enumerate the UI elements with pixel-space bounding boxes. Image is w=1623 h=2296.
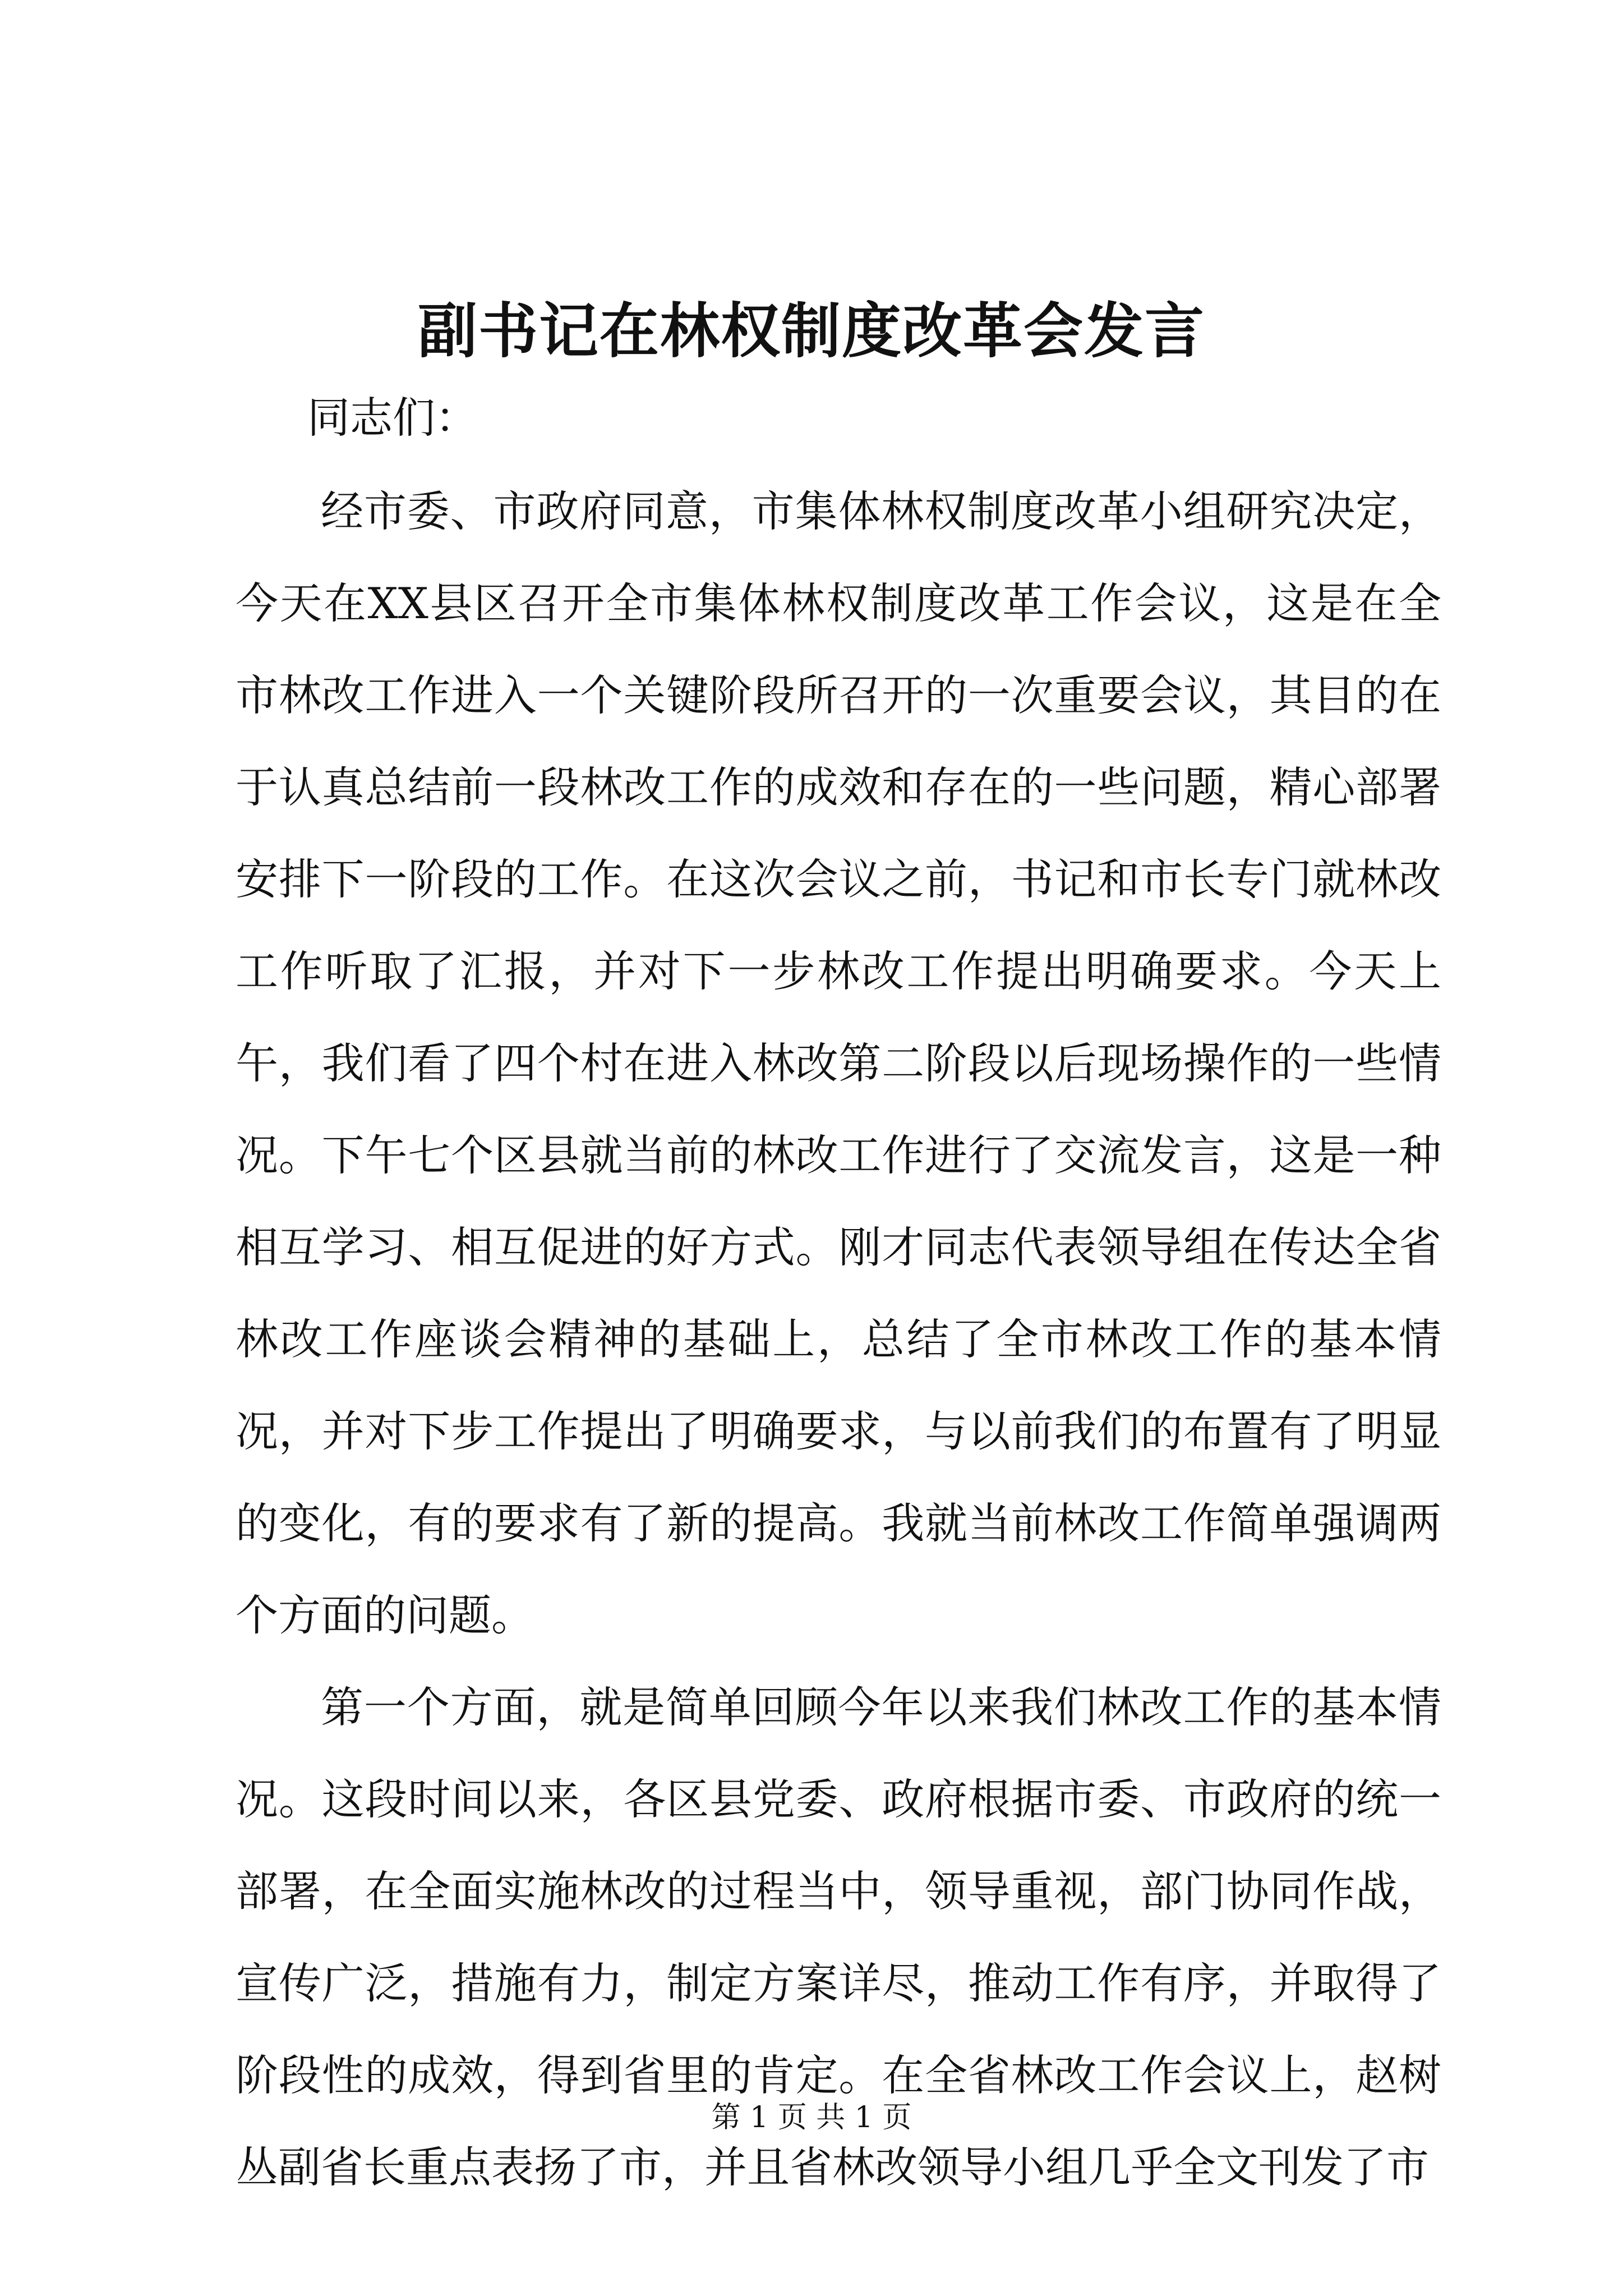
paragraph-1: 经市委、市政府同意，市集体林权制度改革小组研究决定，今天在XX县区召开全市集体林权制度改革工作会议，这是在全市林改工作进入一个关键阶段所召开的一次重要会议，其目的在于认真总结前一段林改工作的成效和存在的一些问题，精心部署安排下一阶段的工作。在这次会议之前，书记和市长专门就林改工作听取了汇报，并对下一步林改工作提出明确要求。今天上午，我们看了四个村在进入林改第二阶段以后现场操作的一些情况。下午七个区县就当前的林改工作进行了交流发言，这是一种相互学习、相互促进的好方式。刚才同志代表领导组在传达全省林改工作座谈会精神的基础上，总结了全市林改工作的基本情况，并对下步工作提出了明确要求，与以前我们的布置有了明显的变化，有的要求有了新的提高。我就当前林改工作简单强调两个方面的问题。 [236, 486, 1441, 1640]
salutation: 同志们： [307, 393, 478, 443]
page-footer: 第 1 页 共 1 页 [711, 2101, 912, 2134]
document-body [236, 466, 1441, 2214]
paragraph-2: 第一个方面，就是简单回顾今年以来我们林改工作的基本情况。这段时间以来，各区县党委、政府根据市委、市政府的统一部署，在全面实施林改的过程当中，领导重视，部门协同作战，宣传广泛，措施有力，制定方案详尽，推动工作有序，并取得了阶段性的成效，得到省里的肯定。在全省林改工作会议上，赵树丛副省长重点表扬了市，并且省林改领导小组几乎全文刊发了市 [236, 1682, 1441, 2192]
document-title: 副书记在林权制度改革会发言 [418, 296, 1205, 366]
